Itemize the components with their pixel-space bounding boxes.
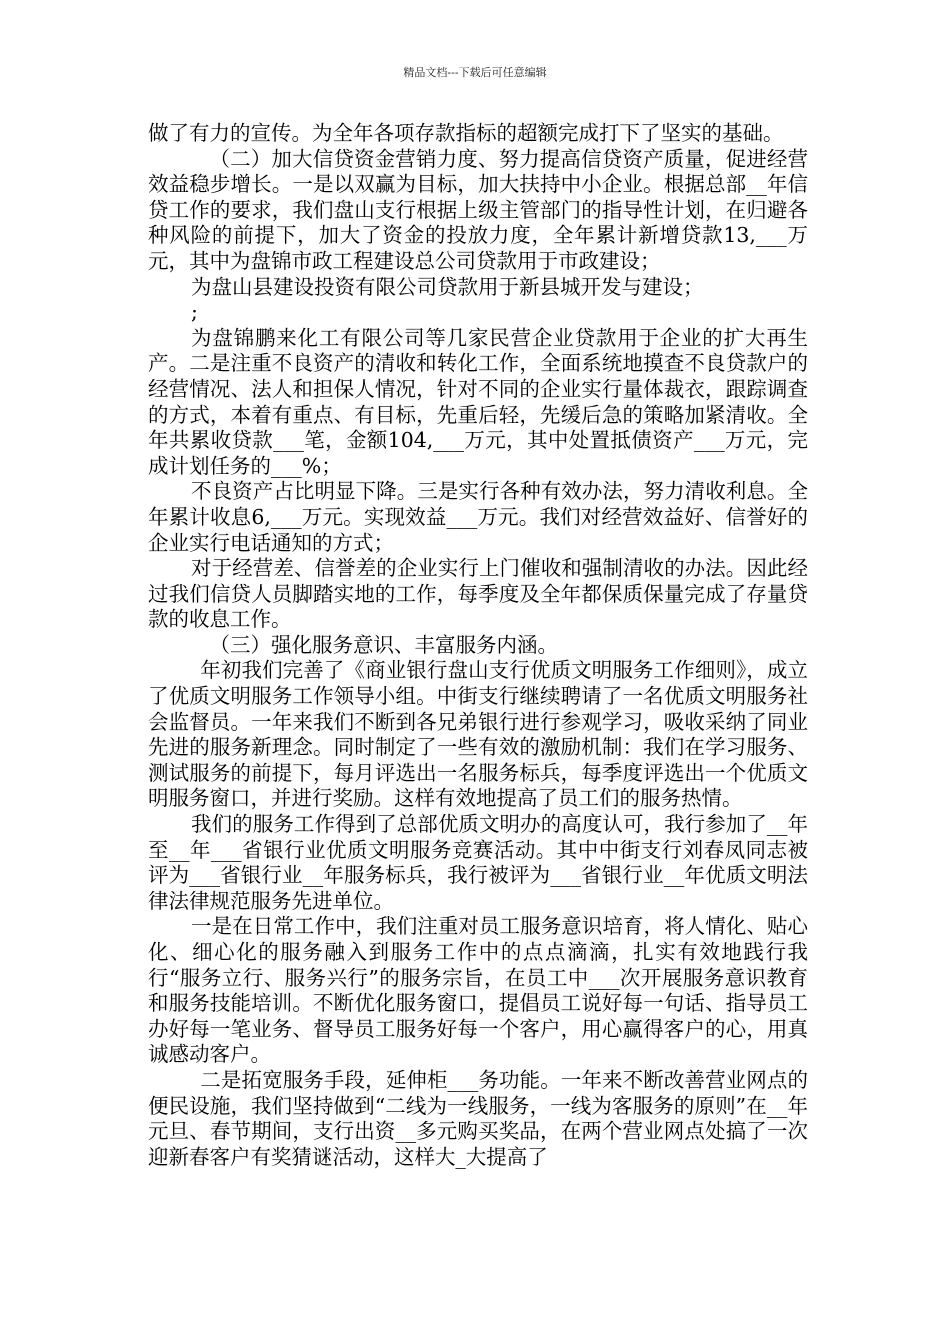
paragraph-section-two: （二）加大信贷资金营销力度、努力提高信贷资产质量，促进经营效益稳步增长。一是以双赢为目标，加大扶持中小企业。根据总部__年信贷工作的要求，我们盘山支行根据上级主管部门的指导性计划，在归避各种风险的前提下，加大了资金的投放力度，全年累计新增贷款13,___万元，其中为盘锦市政工程建设总公司贷款用于市政建设； (148, 146, 808, 273)
paragraph-bad-assets: 不良资产占比明显下降。三是实行各种有效办法，努力清收利息。全年累计收息6,___万元。实现效益___万元。我们对经营效益好、信誉好的企业实行电话通知的方式； (148, 479, 808, 555)
paragraph-expand-service: 二是拓宽服务手段，延伸柜___务功能。一年来不断改善营业网点的便民设施，我们坚持做到“二线为一线服务，一线为客服务的原则”在__年元旦、春节期间，支行出资__多元购买奖品，在两个营业网点处搞了一次迎新春客户有奖猜谜活动，这样大_大提高了 (148, 1067, 808, 1169)
paragraph-pengla-loan: 为盘锦鹏来化工有限公司等几家民营企业贷款用于企业的扩大再生产。二是注重不良资产的清收和转化工作，全面系统地摸查不良贷款户的经营情况、法人和担保人情况，针对不同的企业实行量体裁衣，跟踪调查的方式，本着有重点、有目标，先重后轻，先缓后急的策略加紧清收。全年共累收贷款___笔，金额104,___万元，其中处置抵债资产___万元，完成计划任务的___%； (148, 325, 808, 478)
paragraph-daily-work: 一是在日常工作中，我们注重对员工服务意识培育，将人情化、贴心化、细心化的服务融入到服务工作中的点点滴滴，扎实有效地践行我行“服务立行、服务兴行”的服务宗旨，在员工中___次开展服务意识教育和服务技能培训。不断优化服务窗口，提倡员工说好每一句话、指导员工办好每一笔业务、督导员工服务好每一个客户，用心赢得客户的心，用真诚感动客户。 (148, 914, 808, 1067)
paragraph-recognition: 我们的服务工作得到了总部优质文明办的高度认可，我行参加了__年至__年___省银行业优质文明服务竞赛活动。其中中街支行刘春凤同志被评为___省银行业__年服务标兵，我行被评为___省银行业__年优质文明法律法律规范服务先进单位。 (148, 812, 808, 913)
page-header: 精品文档---下载后可任意编辑 (403, 66, 547, 79)
paragraph-service-rules: 年初我们完善了《商业银行盘山支行优质文明服务工作细则》，成立了优质文明服务工作领导小组。中街支行继续聘请了一名优质文明服务社会监督员。一年来我们不断到各兄弟银行进行参观学习，吸收采纳了同业先进的服务新理念。同时制定了一些有效的激励机制：我们在学习服务、测试服务的前提下，每月评选出一名服务标兵，每季度评选出一个优质文明服务窗口，并进行奖励。这样有效地提高了员工们的服务热情。 (148, 658, 808, 811)
paragraph-continuation: 做了有力的宣传。为全年各项存款指标的超额完成打下了坚实的基础。 (148, 121, 784, 145)
document-body (148, 121, 808, 1170)
paragraph-panshan-loan: 为盘山县建设投资有限公司贷款用于新县城开发与建设； (191, 274, 704, 299)
paragraph-collection: 对于经营差、信誉差的企业实行上门催收和强制清收的办法。因此经过我们信贷人员脚踏实地的工作，每季度及全年都保质保量完成了存量贷款的收息工作。 (148, 556, 808, 632)
paragraph-section-three: （三）强化服务意识、丰富服务内涵。 (209, 632, 558, 657)
paragraph-semicolon: ; (191, 300, 198, 325)
